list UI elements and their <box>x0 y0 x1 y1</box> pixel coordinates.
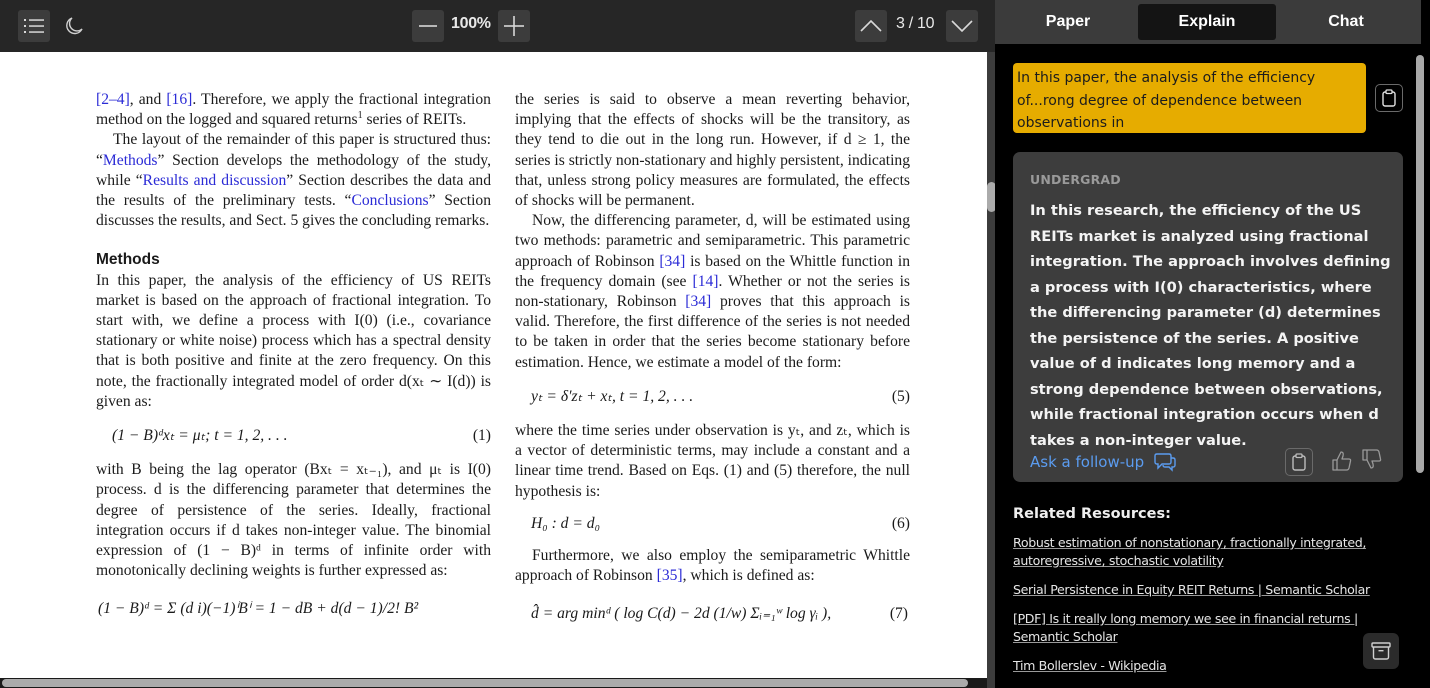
thumbs-up-icon <box>1331 450 1353 472</box>
related-resources-list <box>1013 534 1383 686</box>
next-page-button[interactable] <box>946 10 978 42</box>
ask-follow-up-button[interactable] <box>1030 452 1176 472</box>
archive-icon <box>1371 642 1391 660</box>
explanation-text: In this research, the efficiency of the US REITs market is analyzed using fractional integration. The approach involves defining a process with I(0) characteristics, where the differencing parameter (d) determines the persistence of the series. A positive value of d indicates long memory and a strong dependence between observations, while fractional integration occurs when d takes a non-integer value. <box>1030 202 1391 449</box>
zoom-in-button[interactable] <box>498 10 530 42</box>
paragraph: where the time series under observation is yₜ, and zₜ, which is a vector of deterministic terms, may include a constant and a linear time trend. Based on Eqs. (1) and (5) therefore, the null hypothesis is: <box>515 422 910 500</box>
copy-explanation-button[interactable] <box>1285 448 1313 476</box>
citation-link[interactable]: [16] <box>166 91 193 108</box>
citation-link[interactable]: [34] <box>685 293 712 311</box>
related-resource-link[interactable]: Serial Persistence in Equity REIT Returns | Semantic Scholar <box>1013 582 1370 597</box>
paragraph: The layout of the remainder of this paper is structured thus: “Methods” Section develops the methodology of the study, while “Results and discussion” Section describes the data and the results of the preliminary tests. “Conclusions” Section discusses the results, and Sect. 5 gives the concluding remarks. <box>96 131 492 230</box>
viewer-toolbar <box>0 0 995 52</box>
paper-column-right <box>515 90 910 635</box>
equation-6: H₀ : d = d₀ (6) <box>531 514 910 532</box>
paper-column-left <box>96 90 491 630</box>
equation-1: (1 − B)ᵈxₜ = μₜ; t = 1, 2, . . . (1) <box>112 427 491 445</box>
thumbs-down-icon <box>1361 448 1383 470</box>
moon-icon <box>63 15 85 37</box>
previous-page-button[interactable] <box>855 10 887 42</box>
thumbs-down-button[interactable] <box>1361 448 1385 472</box>
related-resource-link[interactable]: Tim Bollerslev - Wikipedia <box>1013 658 1167 673</box>
related-resource-link[interactable]: [PDF] Is it really long memory we see in financial returns | Semantic Scholar <box>1013 611 1358 644</box>
section-heading: Methods <box>96 251 160 269</box>
vertical-scrollbar-track[interactable] <box>987 52 995 688</box>
paragraph: In this paper, the analysis of the efficiency of US REITs market is based on the approach of fractional integration. To start with, we define a process with I(0) (i.e., covariance stationary or white noise) process which has a spectral density that is both positive and finite at the zero frequency. On this note, the fractionally integrated model of order d(xₜ ∼ I(d)) is given as: <box>96 271 491 410</box>
paragraph: the series is said to observe a mean reverting behavior, implying that the effects of shocks will be the transitory, as they tend to die out in the long run. However, if d ≥ 1, the series is strictly non-stationary and highly persistent, indicating that, unless strong policy measures are formulated, the effects of shocks will be permanent. <box>515 91 910 210</box>
zoom-level: 100% <box>451 15 491 32</box>
paragraph: with B being the lag operator (Bxₜ = xₜ₋₁), and μₜ is I(0) process. d is the differencing parameter that determines the degree of persistence of the series. Ideally, fractional integration occurs if d takes non-integer value. The binomial expression of (1 − B)ᵈ in terms of infinite order with monotonically declining weights is further expressed as: <box>96 461 491 580</box>
horizontal-scrollbar-thumb[interactable] <box>2 679 968 687</box>
citation-link[interactable]: [2–4] <box>96 91 130 108</box>
citation-link[interactable]: [34] <box>659 252 686 270</box>
thumbs-up-button[interactable] <box>1331 450 1355 474</box>
selected-text-quote: In this paper, the analysis of the efficiency of...rong degree of dependence between observations in <box>1013 63 1366 133</box>
chevron-up-icon <box>860 20 882 32</box>
citation-link[interactable]: [35] <box>656 567 683 585</box>
section-link-results[interactable]: Results and discussion <box>142 171 287 189</box>
clipboard-icon <box>1292 453 1306 471</box>
minus-icon <box>419 17 437 35</box>
footnote-marker[interactable]: 1 <box>357 110 363 122</box>
clipboard-icon <box>1382 89 1396 107</box>
tab-chat[interactable]: Chat <box>1328 13 1364 30</box>
paragraph: [2–4], and [16]. Therefore, we apply the fractional integration method on the logged and squared returns$^1$ series of REITs. <box>96 91 491 129</box>
section-link-methods[interactable]: Methods <box>102 151 158 169</box>
tab-paper[interactable]: Paper <box>1045 13 1091 30</box>
archive-button[interactable] <box>1363 633 1399 669</box>
paragraph: Furthermore, we also employ the semiparametric Whittle approach of Robinson [35], which is defined as: <box>515 547 910 585</box>
zoom-out-button[interactable] <box>412 10 444 42</box>
equation-5: yₜ = δ′zₜ + xₜ, t = 1, 2, . . . (5) <box>531 387 910 405</box>
dark-mode-toggle-button[interactable] <box>58 10 90 42</box>
outline-toggle-button[interactable] <box>18 10 50 42</box>
pdf-page <box>0 52 987 678</box>
explanation-card <box>1013 152 1403 482</box>
assistant-panel <box>995 0 1430 688</box>
equation-binomial: (1 − B)ᵈ = Σ (d i)(−1)ⁱBⁱ = 1 − dB + d(d − 1)/2! B² <box>98 600 419 618</box>
chat-bubbles-icon <box>1154 452 1176 472</box>
section-link-conclusions[interactable]: Conclusions <box>351 192 429 210</box>
plus-icon <box>504 16 524 36</box>
tab-explain[interactable]: Explain <box>1138 4 1276 40</box>
ask-follow-up-label: Ask a follow-up <box>1030 453 1145 471</box>
paragraph: Now, the differencing parameter, d, will be estimated using two methods: parametric and semiparametric. This parametric approach of Robinson [34] is based on the Whittle function in the frequency domain (see [14]. Whether or not the series is non-stationary, Robinson [34] proves that this approach is valid. Therefore, the first difference of the series is not needed to be taken in order that the series become stationary before estimation. Hence, we estimate a model of the form: <box>515 212 910 371</box>
panel-scrollbar-thumb[interactable] <box>1416 55 1424 473</box>
explanation-level-label: UNDERGRAD <box>1030 172 1121 187</box>
page-indicator: 3 / 10 <box>896 15 935 32</box>
copy-quote-button[interactable] <box>1375 84 1403 112</box>
equation-7: d̂ = arg minᵈ ( log C(d) − 2d (1/w) Σᵢ₌₁ʷ log γᵢ ), (7) <box>531 605 908 623</box>
panel-tabs <box>995 0 1421 44</box>
citation-link[interactable]: [14] <box>692 272 719 290</box>
related-resources-heading: Related Resources: <box>1013 506 1171 522</box>
list-icon <box>24 18 44 34</box>
chevron-down-icon <box>951 20 973 32</box>
related-resource-link[interactable]: Robust estimation of nonstationary, fractionally integrated, autoregressive, stochastic volatility <box>1013 535 1367 568</box>
